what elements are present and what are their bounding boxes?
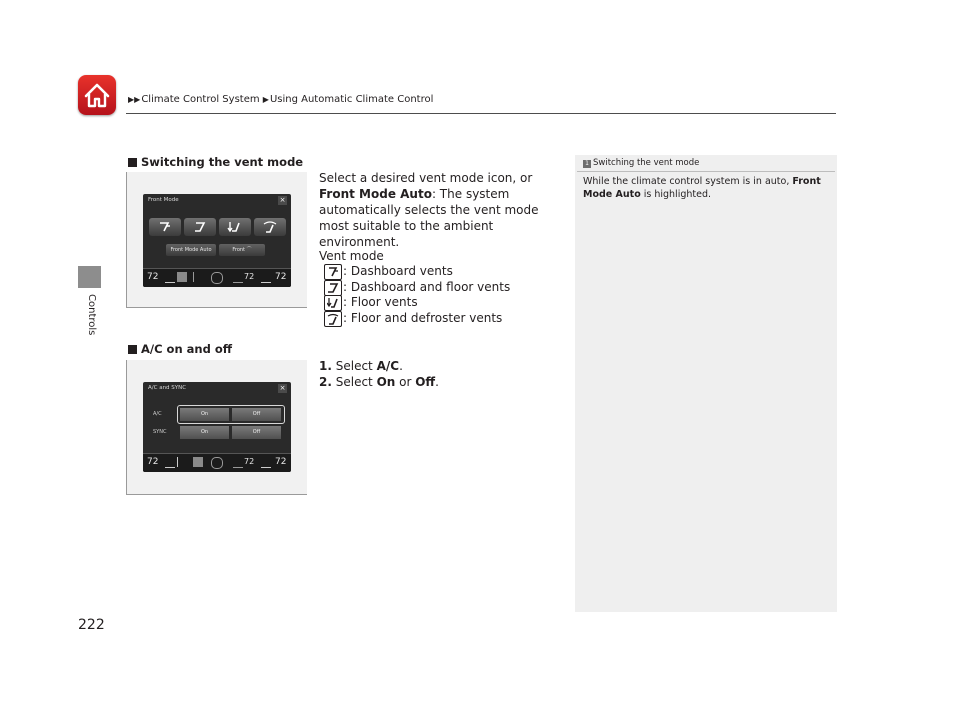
front-mode-auto-button: Front Mode Auto bbox=[166, 244, 216, 256]
defrost-icon: ⌒ bbox=[246, 247, 252, 253]
breadcrumb-item[interactable]: Using Automatic Climate Control bbox=[269, 94, 434, 105]
recirculation-icon bbox=[211, 272, 223, 284]
driver-temp: 72 bbox=[147, 457, 159, 467]
dashboard-vents-icon bbox=[324, 264, 342, 280]
vent-mode-item: : Dashboard and floor vents bbox=[343, 280, 511, 294]
note-divider bbox=[577, 171, 835, 172]
note-marker-icon: 1 bbox=[583, 160, 591, 168]
sync-on-button: On bbox=[180, 426, 229, 439]
section-heading: Switching the vent mode bbox=[128, 155, 303, 169]
sync-off-button: Off bbox=[232, 426, 281, 439]
climate-bottom-bar bbox=[143, 453, 291, 472]
front-mode-auto-label: Front Mode Auto bbox=[319, 187, 432, 201]
vent-mode-icon bbox=[177, 272, 187, 282]
home-icon[interactable] bbox=[78, 75, 116, 115]
step-2: 2. Select On or Off. bbox=[319, 375, 439, 389]
panel-title: A/C and SYNC bbox=[148, 385, 187, 391]
note-text: While the climate control system is in auto, Front Mode Auto is highlighted. bbox=[583, 176, 821, 200]
vent-mode-instruction: Select a desired vent mode icon, or Front Mode Auto: The system automatically selects the vent mode most suitable to the ambient environment. bbox=[319, 171, 539, 249]
note-sidebar bbox=[575, 155, 837, 612]
note-title: 1 Switching the vent mode bbox=[583, 158, 699, 168]
heading-square-icon bbox=[128, 345, 137, 354]
dashboard-floor-vents-icon bbox=[184, 218, 216, 236]
seat-heater-icon bbox=[165, 272, 175, 283]
section-heading: A/C on and off bbox=[128, 342, 232, 356]
step-1: 1. Select A/C. bbox=[319, 359, 403, 373]
rear-defrost-icon bbox=[233, 457, 243, 468]
breadcrumb-arrow-icon: ▶▶ bbox=[128, 95, 141, 104]
header-divider bbox=[126, 113, 836, 114]
passenger-temp: 72 bbox=[275, 457, 287, 467]
breadcrumb-item[interactable]: Climate Control System bbox=[141, 94, 260, 105]
vent-mode-label: Vent mode bbox=[319, 249, 384, 263]
dashboard-vents-icon bbox=[149, 218, 181, 236]
seat-heater-icon bbox=[261, 457, 271, 468]
passenger-temp-mid: 72 bbox=[244, 272, 255, 281]
ac-icon bbox=[193, 457, 203, 467]
vent-mode-icon bbox=[177, 457, 188, 467]
fan-icon bbox=[193, 272, 204, 282]
chapter-tab-label: Controls bbox=[86, 294, 97, 336]
breadcrumb-arrow-icon: ▶ bbox=[262, 95, 269, 104]
front-mode-panel bbox=[143, 194, 291, 287]
passenger-temp-mid: 72 bbox=[244, 457, 255, 466]
driver-temp: 72 bbox=[147, 272, 159, 282]
breadcrumb bbox=[128, 94, 433, 105]
heading-square-icon bbox=[128, 158, 137, 167]
vent-mode-item: : Floor and defroster vents bbox=[343, 311, 503, 325]
vent-mode-item: : Dashboard vents bbox=[343, 264, 453, 278]
front-defrost-button: Front ⌒ bbox=[219, 244, 265, 256]
panel-title: Front Mode bbox=[148, 197, 179, 203]
floor-vents-icon bbox=[219, 218, 251, 236]
ac-off-button: Off bbox=[232, 408, 281, 421]
seat-heater-icon bbox=[261, 272, 271, 283]
dashboard-floor-vents-icon bbox=[324, 280, 342, 296]
chapter-tab[interactable] bbox=[78, 294, 101, 374]
climate-bottom-bar bbox=[143, 268, 291, 287]
recirculation-icon bbox=[211, 457, 223, 469]
floor-defroster-vents-icon bbox=[324, 311, 342, 327]
floor-vents-icon bbox=[324, 295, 342, 311]
floor-defroster-vents-icon bbox=[254, 218, 286, 236]
chapter-tab-marker bbox=[78, 266, 101, 288]
ac-screen-image bbox=[126, 360, 307, 495]
close-icon: × bbox=[279, 196, 286, 204]
ac-sync-panel bbox=[143, 382, 291, 472]
rear-defrost-icon bbox=[233, 272, 243, 283]
seat-heater-icon bbox=[165, 457, 175, 468]
page-number: 222 bbox=[78, 617, 105, 633]
ac-on-button: On bbox=[180, 408, 229, 421]
vent-mode-screen-image bbox=[126, 172, 307, 308]
vent-mode-item: : Floor vents bbox=[343, 295, 418, 309]
sync-row-label: SYNC bbox=[153, 429, 167, 435]
ac-row-label: A/C bbox=[153, 411, 162, 417]
close-icon: × bbox=[279, 384, 286, 392]
passenger-temp: 72 bbox=[275, 272, 287, 282]
